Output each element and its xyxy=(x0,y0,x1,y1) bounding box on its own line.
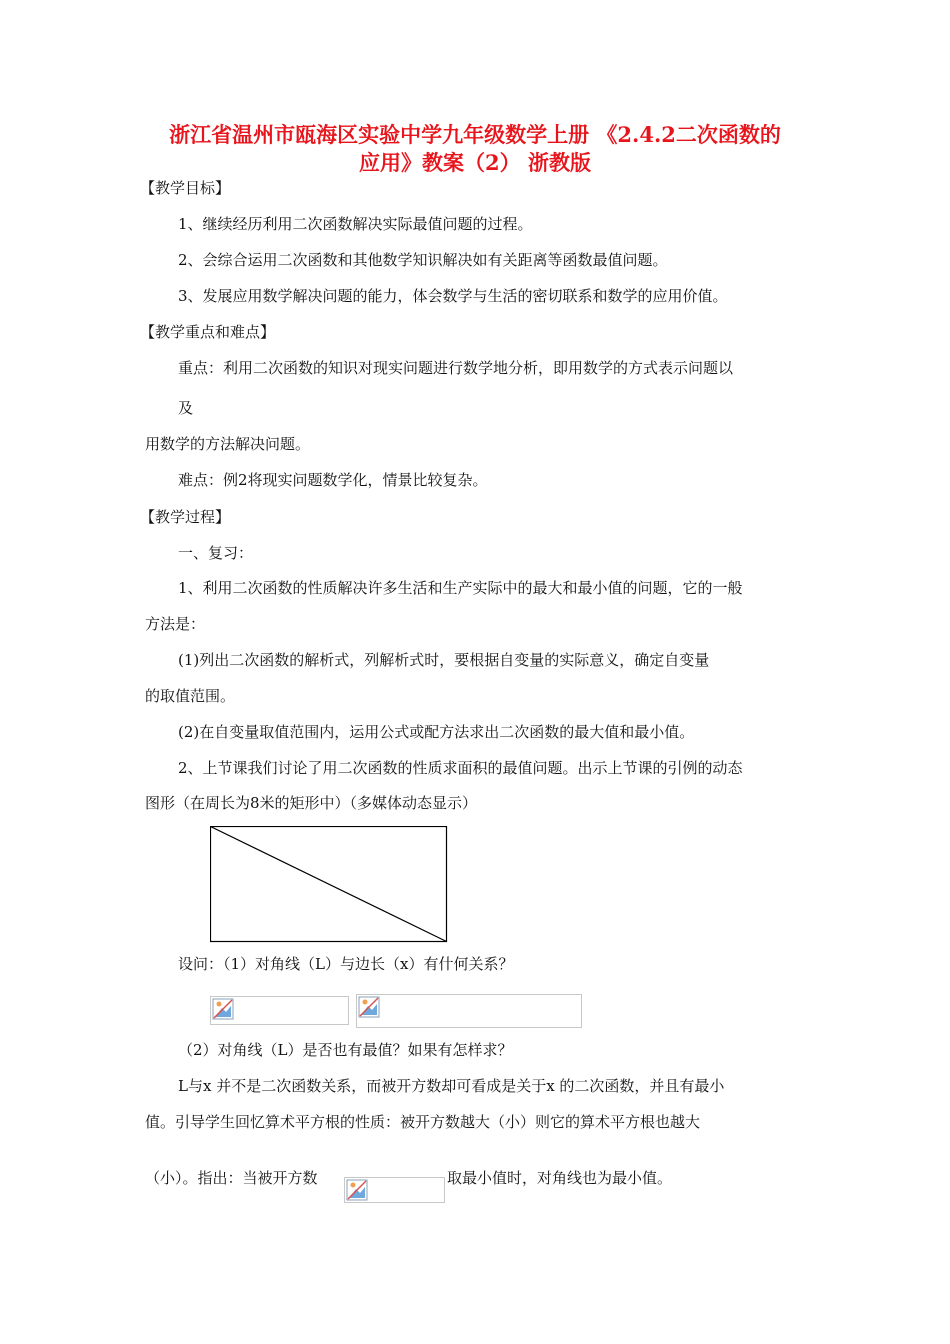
rectangle-diagonal xyxy=(211,827,447,942)
step-1-line-a: (1)列出二次函数的解析式，列解析式时，要根据自变量的实际意义，确定自变量 xyxy=(178,651,710,669)
rectangle-diagonal-figure xyxy=(210,826,450,944)
formula-image-placeholder-3 xyxy=(344,1177,445,1203)
section-heading-process: 【教学过程】 xyxy=(140,508,231,526)
question-1: 设问：（1）对角线（L）与边长（x）有什何关系？ xyxy=(178,955,514,973)
question-2: （2）对角线（L）是否也有最值？如果有怎样求？ xyxy=(178,1041,513,1059)
goal-3: 3、发展应用数学解决问题的能力，体会数学与生活的密切联系和数学的应用价值。 xyxy=(178,287,728,305)
paragraph-2-line-b: 图形（在周长为8米的矩形中）（多媒体动态显示） xyxy=(145,794,478,812)
paragraph-2-line-a: 2、上节课我们讨论了用二次函数的性质求面积的最值问题。出示上节课的引例的动态 xyxy=(178,759,743,777)
broken-image-icon xyxy=(346,1179,368,1201)
section-heading-goals: 【教学目标】 xyxy=(140,179,231,197)
paragraph-3-line-c-end: 取最小值时，对角线也为最小值。 xyxy=(447,1169,673,1187)
formula-image-placeholder-2 xyxy=(356,994,582,1028)
broken-image-icon xyxy=(358,996,380,1018)
key-point-line-c: 用数学的方法解决问题。 xyxy=(145,435,311,453)
step-2-line: (2)在自变量取值范围内，运用公式或配方法求出二次函数的最大值和最小值。 xyxy=(178,723,695,741)
document-title-line2: 应用》教案（2） 浙教版 xyxy=(359,150,591,175)
document-title-line1: 浙江省温州市瓯海区实验中学九年级数学上册 《2.4.2二次函数的 xyxy=(169,122,781,147)
broken-image-icon xyxy=(212,998,234,1020)
paragraph-1-line-a: 1、利用二次函数的性质解决许多生活和生产实际中的最大和最小值的问题，它的一般 xyxy=(178,579,743,597)
paragraph-1-line-b: 方法是： xyxy=(145,615,206,633)
key-point-line-b: 及 xyxy=(178,399,194,417)
difficulty-line: 难点：例2将现实问题数学化，情景比较复杂。 xyxy=(178,471,488,489)
step-1-line-b: 的取值范围。 xyxy=(145,687,236,705)
paragraph-3-line-b: 值。引导学生回忆算术平方根的性质：被开方数越大（小）则它的算术平方根也越大 xyxy=(145,1113,701,1131)
paragraph-3-line-c-start: （小）。指出：当被开方数 xyxy=(145,1169,318,1187)
goal-2: 2、会综合运用二次函数和其他数学知识解决如有关距离等函数最值问题。 xyxy=(178,251,668,269)
formula-image-placeholder-1 xyxy=(210,996,349,1025)
key-point-line-a: 重点：利用二次函数的知识对现实问题进行数学地分析，即用数学的方式表示问题以 xyxy=(178,359,734,377)
section-heading-key-points: 【教学重点和难点】 xyxy=(140,323,276,341)
goal-1: 1、继续经历利用二次函数解决实际最值问题的过程。 xyxy=(178,215,533,233)
review-heading: 一、复习： xyxy=(178,544,254,562)
paragraph-3-line-a: L与x 并不是二次函数关系，而被开方数却可看成是关于x 的二次函数，并且有最小 xyxy=(178,1077,725,1095)
